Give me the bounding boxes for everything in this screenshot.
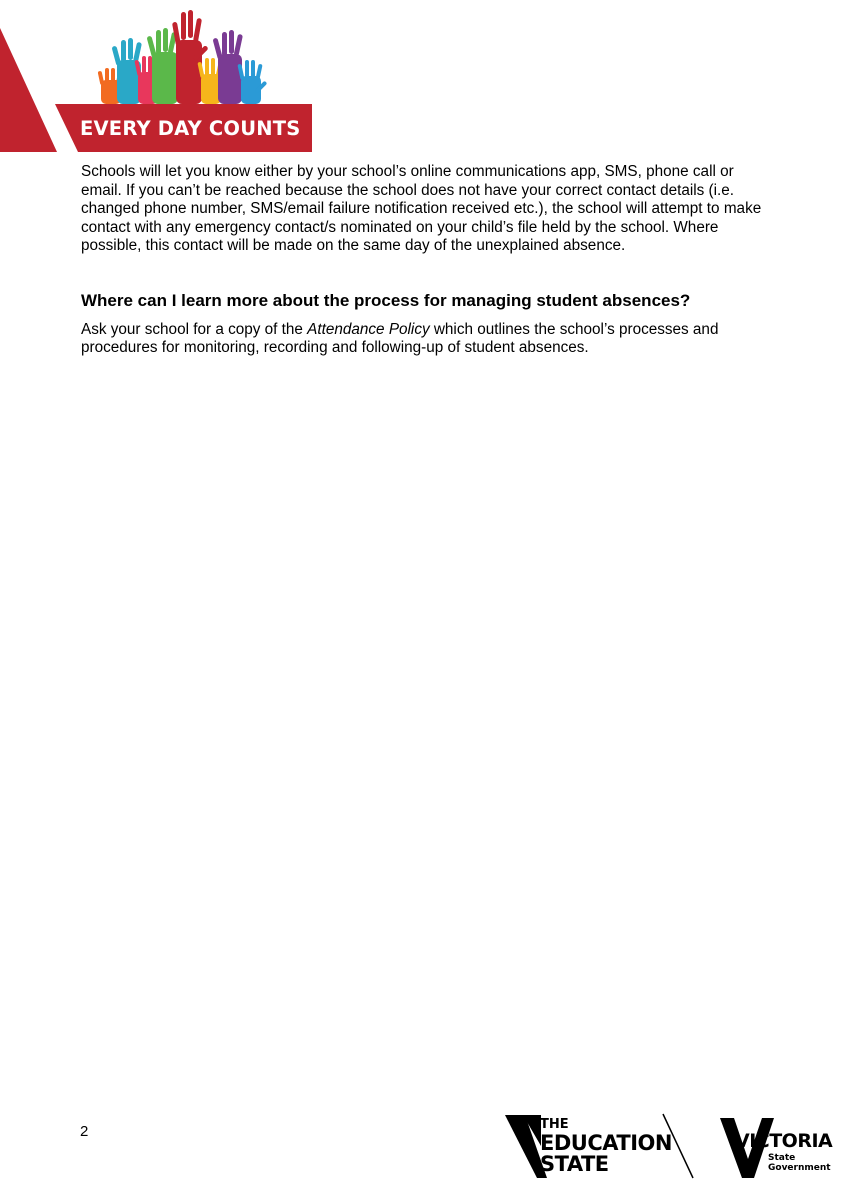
every-day-counts-banner: [0, 0, 330, 160]
victoria-logo-word: VICTORIA: [735, 1130, 833, 1152]
policy-text-after: which outlines the school’s processes and procedures for monitoring, recording and following-up of student absences.: [81, 320, 719, 356]
edu-logo-state: STATE: [540, 1152, 609, 1176]
edu-logo-education: EDUCATION: [540, 1131, 672, 1155]
policy-text-before: Ask your school for a copy of the: [81, 320, 308, 338]
contact-paragraph: Schools will let you know either by your school’s online communications app, SMS, phone call or email. If you can’t be reached because the school does not have your correct contact details (i.e. changed phone number, SMS/email failure notification received etc.), the school will attempt to make contact with any emergency contact/s nominated on your child’s file held by the school. Where possible, this contact will be made on the same day of the unexplained absence.: [81, 163, 762, 254]
education-state-logo-text: [540, 1118, 690, 1174]
banner-title: EVERY DAY COUNTS: [80, 117, 301, 140]
victoria-logo-subtitle: [768, 1153, 838, 1173]
document-body: [81, 163, 771, 358]
section-heading: Where can I learn more about the process for managing student absences?: [81, 290, 691, 310]
victoria-logo-government: Government: [768, 1163, 831, 1173]
edu-logo-the: THE: [540, 1117, 569, 1132]
page-number: 2: [80, 1123, 89, 1140]
victoria-logo-state: State: [768, 1153, 796, 1163]
policy-paragraph: [81, 321, 771, 358]
raised-hands-icon: [98, 10, 268, 104]
attendance-policy-title: Attendance Policy: [307, 320, 430, 338]
